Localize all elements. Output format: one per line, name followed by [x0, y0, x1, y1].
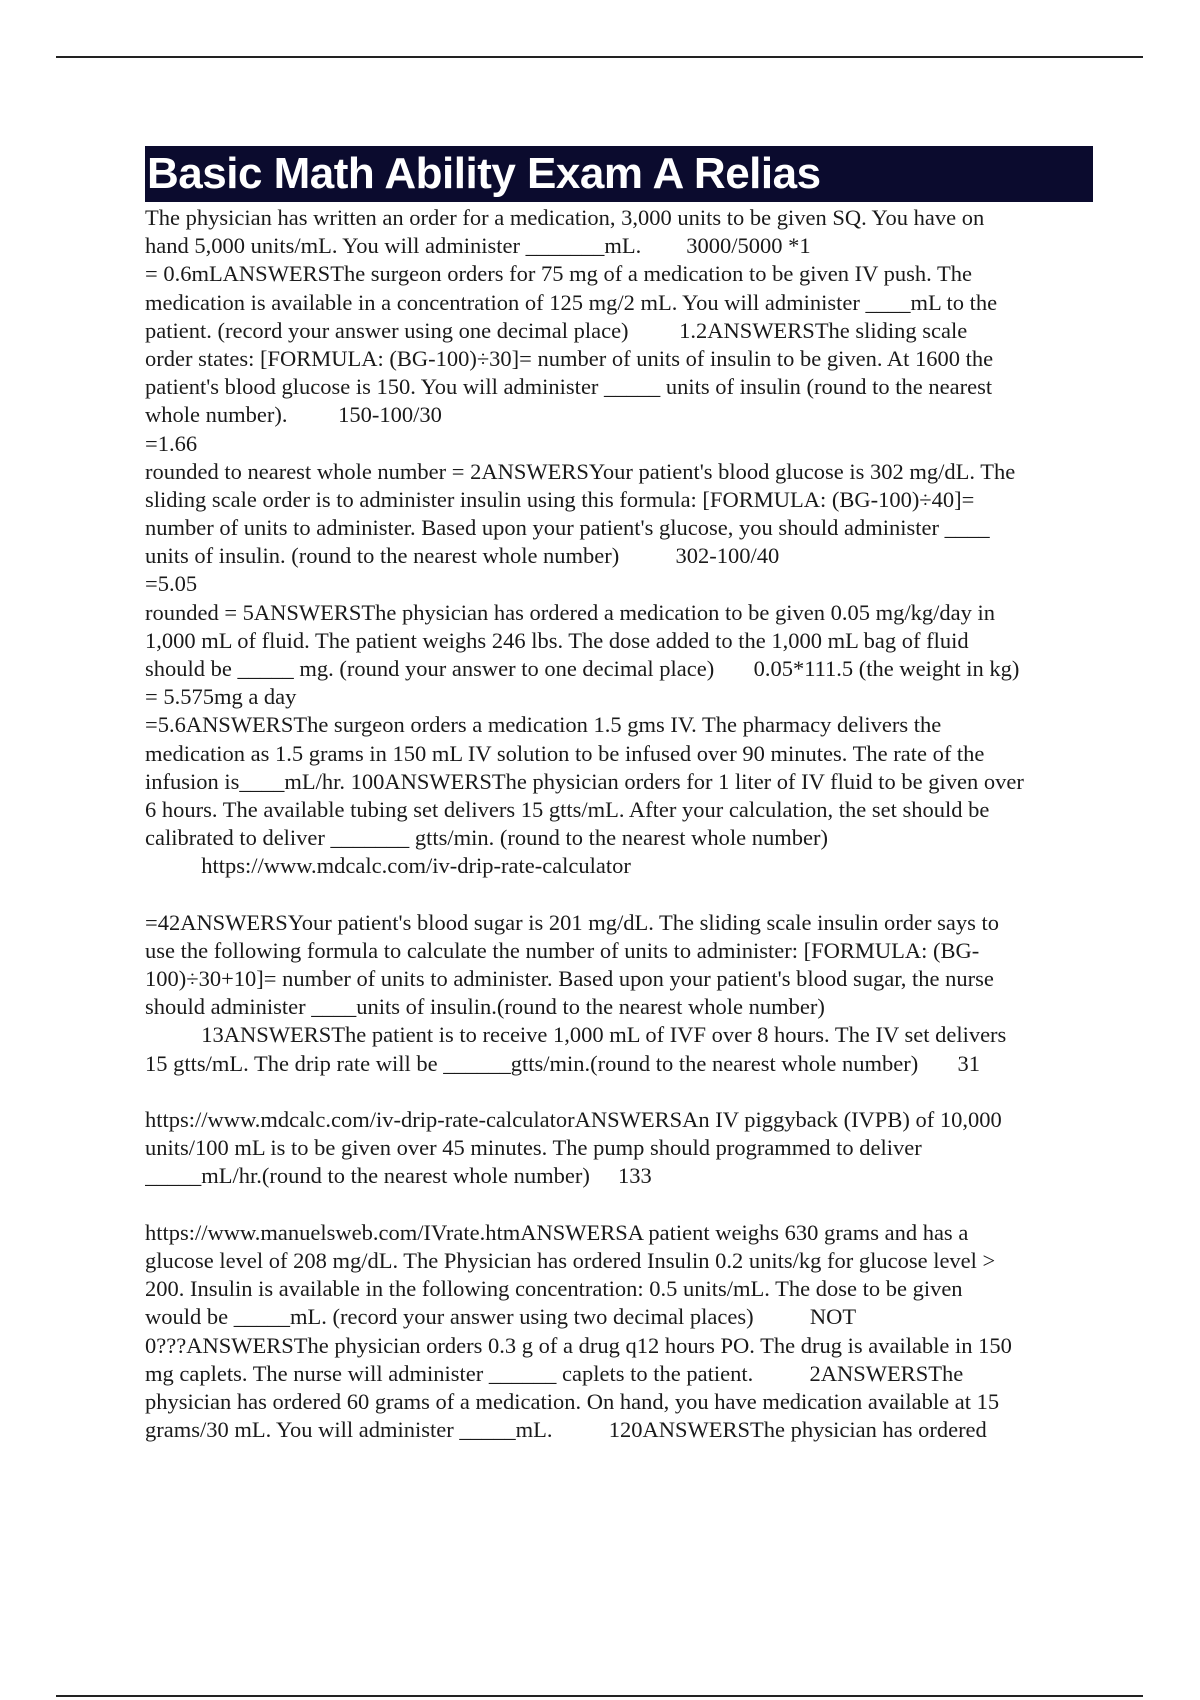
text-line: _____mL/hr.(round to the nearest whole number) 133 — [145, 1163, 652, 1189]
text-line: = 0.6mLANSWERSThe surgeon orders for 75 mg of a medication to be given IV push. The — [145, 261, 972, 287]
text-line: patient. (record your answer using one decimal place) 1.2ANSWERSThe sliding scale — [145, 317, 968, 343]
text-line: use the following formula to calculate the number of units to administer: [FORMULA: (BG- — [145, 937, 980, 963]
text-line: rounded = 5ANSWERSThe physician has ordered a medication to be given 0.05 mg/kg/day in — [145, 599, 996, 625]
text-line: 200. Insulin is available in the following concentration: 0.5 units/mL. The dose to be given — [145, 1276, 963, 1302]
text-line: hand 5,000 units/mL. You will administer _______mL. 3000/5000 *1 — [145, 233, 811, 259]
text-line: units/100 mL is to be given over 45 minutes. The pump should programmed to deliver — [145, 1135, 922, 1161]
text-line: =5.05 — [145, 571, 198, 597]
text-line: infusion is____mL/hr. 100ANSWERSThe physician orders for 1 liter of IV fluid to be given over — [145, 768, 1024, 794]
text-line — [145, 1078, 1093, 1106]
text-line: should administer ____units of insulin.(round to the nearest whole number) — [145, 994, 825, 1020]
text-line: 0???ANSWERSThe physician orders 0.3 g of a drug q12 hours PO. The drug is available in 150 — [145, 1332, 1012, 1358]
text-line: medication is available in a concentration of 125 mg/2 mL. You will administer ____mL to the — [145, 289, 998, 315]
text-line: https://www.manuelsweb.com/IVrate.htmANSWERSA patient weighs 630 grams and has a — [145, 1219, 969, 1245]
text-line: sliding scale order is to administer insulin using this formula: [FORMULA: (BG-100)÷40]= — [145, 486, 975, 512]
text-line: 6 hours. The available tubing set delivers 15 gtts/mL. After your calculation, the set should be — [145, 796, 990, 822]
text-line: units of insulin. (round to the nearest whole number) 302-100/40 — [145, 543, 780, 569]
text-line: order states: [FORMULA: (BG-100)÷30]= number of units of insulin to be given. At 1600 the — [145, 345, 994, 371]
text-line: glucose level of 208 mg/dL. The Physician has ordered Insulin 0.2 units/kg for glucose level > — [145, 1247, 996, 1273]
text-line: https://www.mdcalc.com/iv-drip-rate-calculator — [145, 853, 631, 879]
text-line: patient's blood glucose is 150. You will administer _____ units of insulin (round to the nearest — [145, 374, 993, 400]
text-line: =5.6ANSWERSThe surgeon orders a medication 1.5 gms IV. The pharmacy delivers the — [145, 712, 942, 738]
bottom-divider — [56, 1695, 1143, 1697]
text-line: mg caplets. The nurse will administer ______ caplets to the patient. 2ANSWERSThe — [145, 1360, 964, 1386]
text-line: 15 gtts/mL. The drip rate will be ______gtts/min.(round to the nearest whole number) 31 — [145, 1050, 981, 1076]
text-line: 100)÷30+10]= number of units to administer. Based upon your patient's blood sugar, the nurse — [145, 966, 994, 992]
title-banner — [145, 146, 1093, 202]
text-line: = 5.575mg a day — [145, 684, 297, 710]
text-line — [145, 1191, 1093, 1219]
text-line: https://www.mdcalc.com/iv-drip-rate-calculatorANSWERSAn IV piggyback (IVPB) of 10,000 — [145, 1107, 1002, 1132]
text-line: 13ANSWERSThe patient is to receive 1,000 mL of IVF over 8 hours. The IV set delivers — [145, 1022, 1007, 1048]
text-line: rounded to nearest whole number = 2ANSWERSYour patient's blood glucose is 302 mg/dL. The — [145, 458, 1016, 484]
text-line: grams/30 mL. You will administer _____mL. 120ANSWERSThe physician has ordered — [145, 1417, 987, 1443]
document-body — [145, 204, 1093, 1444]
text-line: number of units to administer. Based upon your patient's glucose, you should administer ____ — [145, 515, 990, 541]
text-line: The physician has written an order for a medication, 3,000 units to be given SQ. You have on — [145, 205, 985, 230]
text-line: calibrated to deliver _______ gtts/min. (round to the nearest whole number) — [145, 825, 828, 851]
text-line: =42ANSWERSYour patient's blood sugar is 201 mg/dL. The sliding scale insulin order says to — [145, 909, 1000, 935]
text-line — [145, 881, 1093, 909]
text-line: =1.66 — [145, 430, 198, 456]
text-line: medication as 1.5 grams in 150 mL IV solution to be infused over 90 minutes. The rate of the — [145, 740, 985, 766]
document-page — [145, 146, 1093, 1444]
text-line: whole number). 150-100/30 — [145, 402, 442, 428]
text-line: 1,000 mL of fluid. The patient weighs 246 lbs. The dose added to the 1,000 mL bag of fluid — [145, 627, 969, 653]
text-line: would be _____mL. (record your answer using two decimal places) NOT — [145, 1304, 857, 1330]
text-line: physician has ordered 60 grams of a medication. On hand, you have medication available at 15 — [145, 1388, 1000, 1414]
document-title: Basic Math Ability Exam A Relias — [147, 149, 821, 198]
text-line: should be _____ mg. (round your answer to one decimal place) 0.05*111.5 (the weight in kg) — [145, 656, 1020, 681]
top-divider — [56, 56, 1143, 58]
